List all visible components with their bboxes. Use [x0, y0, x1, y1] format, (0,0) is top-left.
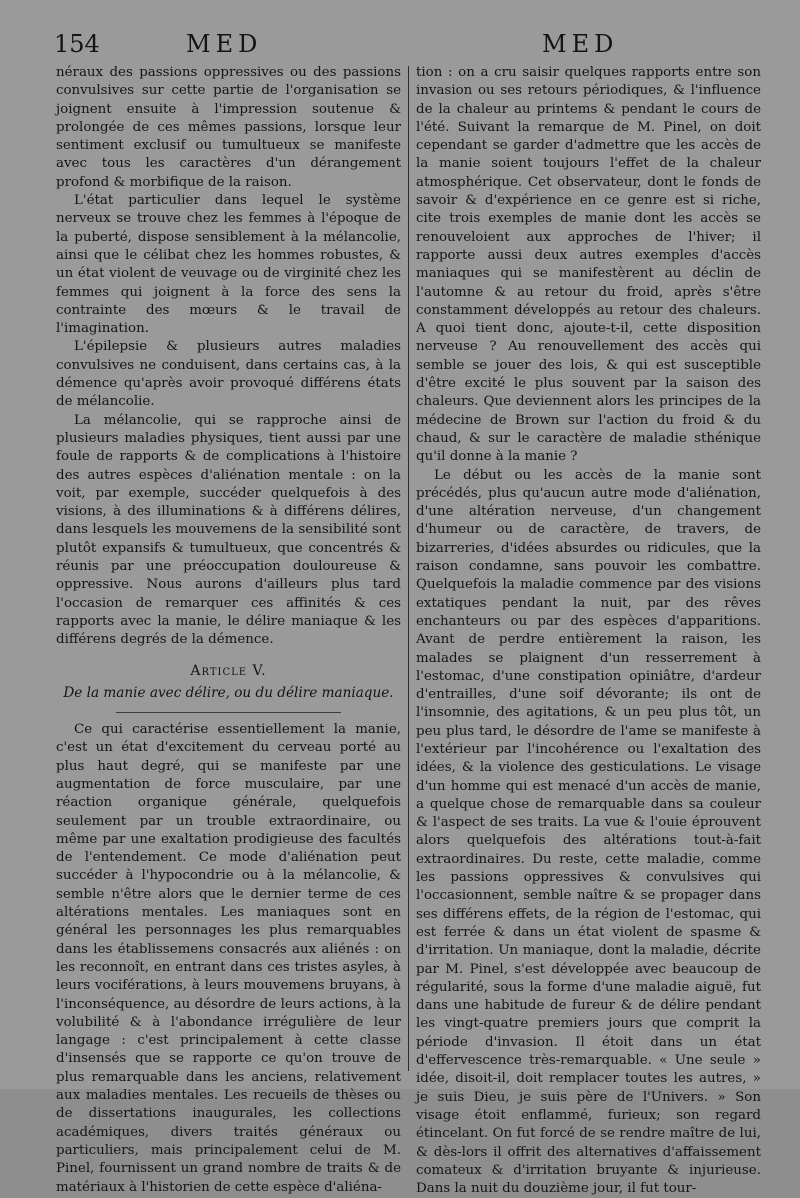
running-head-left: MED — [186, 30, 263, 58]
article-subtitle: De la manie avec délire, ou du délire maniaque. — [63, 684, 394, 701]
paragraph: Ce qui caractérise essentiellement la manie, c'est un état d'excitement du cerveau porté au plus haut degré, qui se manifeste par une augmentation de force musculaire, par une réaction organique générale, quelquefois seulement par un trouble extraordinaire, ou même par une exaltation prodigieuse des facultés de l'entendement. Ce mode d'aliénation peut succéder à l'hypocondrie ou à la mélancolie, & semble n'être alors que le dernier terme de ces altérations mentales. Les maniaques sont en général les personnages les plus remarquables dans les établissemens consacrés aux aliénés : on les reconnoît, en entrant dans ces tristes asyles, à leurs vociférations, à leurs mouvemens bruyans, à l'inconséquence, au désordre de leurs actions, à la volubilité & à l'abondance irrégulière de leur langage : c'est principalement à cette classe d'insensés que se rapporte ce qu'on trouve de plus remarquable dans les anciens, relativement aux maladies mentales. Les recueils de thèses ou de dissertations inaugurales, les collections académiques, divers traités généraux ou particuliers, mais principalement celui de M. Pinel, fournissent un grand nombre de traits & de matériaux à l'historien de cette espèce d'aliéna- — [56, 722, 401, 1195]
page-number: 154 — [54, 30, 100, 58]
paragraph: L'état particulier dans lequel le système nerveux se trouve chez les femmes à l'époque de la puberté, dispose sensiblement à la mélancolie, ainsi que le célibat chez les hommes robustes, & un état violent de veuvage ou de virginité chez les femmes qui joignent à la force des sens la contrainte des mœurs & le travail de l'imagination. — [56, 193, 401, 337]
paragraph: Le début ou les accès de la manie sont précédés, plus qu'aucun autre mode d'aliénation, d'une altération nerveuse, d'un changement d'humeur ou de caractère, de travers, de bizarreries, d'idées absurdes ou ridicules, que la raison condamne, sans pouvoir les combattre. Quelquefois la maladie commence par des visions extatiques pendant la nuit, par des rêves enchanteurs ou par des espèces d'apparitions. Avant de perdre entièrement la raison, les malades se plaignent d'un resserrement à l'estomac, d'une constipation opiniâtre, d'ardeur d'entrailles, d'une soif dévorante; ils ont de l'insomnie, des agitations, & un peu plus tôt, un peu plus tard, le désordre de l'ame se manifeste à l'extérieur par l'incohérence ou l'exaltation des idées, & la violence des gesticulations. Le visage d'un homme qui est menacé d'un accès de manie, a quelque chose de remarquable dans sa couleur & l'aspect de ses traits. La vue & l'ouie éprouvent alors quelquefois des altérations tout-à-fait extraordinaires. Du reste, cette maladie, comme les passions oppressives & convulsives qui l'occasionnent, semble naître & se propager dans ses différens effets, de la région de l'estomac, qui est ferrée & dans un état violent de spasme & d'irritation. Un maniaque, dont la maladie, décrite par M. Pinel, s'est développée avec beaucoup de régularité, sous la forme d'une maladie aiguë, fut dans une habitude de fureur & de délire pendant les vingt-quatre premiers jours que comprit la période d'invasion. Il étoit dans un état d'effervescence très-remarquable. « Une seule » idée, disoit-il, doit remplacer toutes les autres, » je suis Dieu, je suis père de l'Univers. » Son visage étoit enflammé, furieux; son regard étincelant. On fut forcé de se rendre maître de lui, & dès-lors il offrit des alternatives d'affaissement comateux & d'irritation bruyante & injurieuse. Dans la nuit du douzième jour, il fut tour- — [416, 467, 761, 1197]
paragraph: La mélancolie, qui se rapproche ainsi de plusieurs maladies physiques, tient aussi par une foule de rapports & de complications à l'histoire des autres espèces d'aliénation mentale : on la voit, par exemple, succéder quelquefois à des visions, à des illuminations & à différens délires, dans lesquels les mouvemens de la sensibilité sont plutôt expansifs & tumultueux, que concentrés & réunis par une préoccupation douloureuse & oppressive. Nous aurons d'ailleurs plus tard l'occasion de remarquer ces affinités & ces rapports avec la manie, le délire maniaque & les différens degrés de la démence. — [56, 412, 401, 648]
article-heading: Article V. — [190, 662, 267, 679]
running-head-right: MED — [542, 30, 619, 58]
right-column — [416, 64, 761, 1197]
left-column — [56, 64, 401, 1195]
paragraph: néraux des passions oppressives ou des passions convulsives sur cette partie de l'organisation se joignent ensuite à l'impression soutenue & prolongée de ces mêmes passions, lorsque leur sentiment exclusif ou tumultueux se manifeste avec tous les caractères d'un dérangement profond & morbifique de la raison. — [56, 65, 401, 190]
page-header — [50, 28, 760, 62]
paragraph: tion : on a cru saisir quelques rapports entre son invasion ou ses retours périodiques, & l'influence de la chaleur au printems & pendant le cours de l'été. Suivant la remarque de M. Pinel, on doit cependant se garder d'admettre que les accès de la manie soient toujours l'effet de la chaleur atmosphérique. Cet observateur, dont le fonds de savoir & d'expérience en ce genre est si riche, cite trois exemples de manie dont les accès se renouveloient aux approches de l'hiver; il rapporte aussi deux autres exemples d'accès maniaques qui se manifestèrent au déclin de l'automne & au retour du froid, après s'être constamment développés au retour des chaleurs. A quoi tient donc, ajoute-t-il, cette disposition nerveuse ? Au renouvellement des accès qui semble se jouer des lois, & qui est susceptible d'être excité le plus souvent par la saison des chaleurs. Que deviennent alors les principes de la médecine de Brown sur l'action du froid & du chaud, & sur le caractère de maladie sthénique qu'il donne à la manie ? — [416, 65, 761, 465]
paragraph: L'épilepsie & plusieurs autres maladies convulsives ne conduisent, dans certains cas, à la démence qu'après avoir provoqué différens états de mélancolie. — [56, 339, 401, 410]
divider-rule — [116, 712, 341, 713]
column-divider — [408, 66, 409, 1071]
